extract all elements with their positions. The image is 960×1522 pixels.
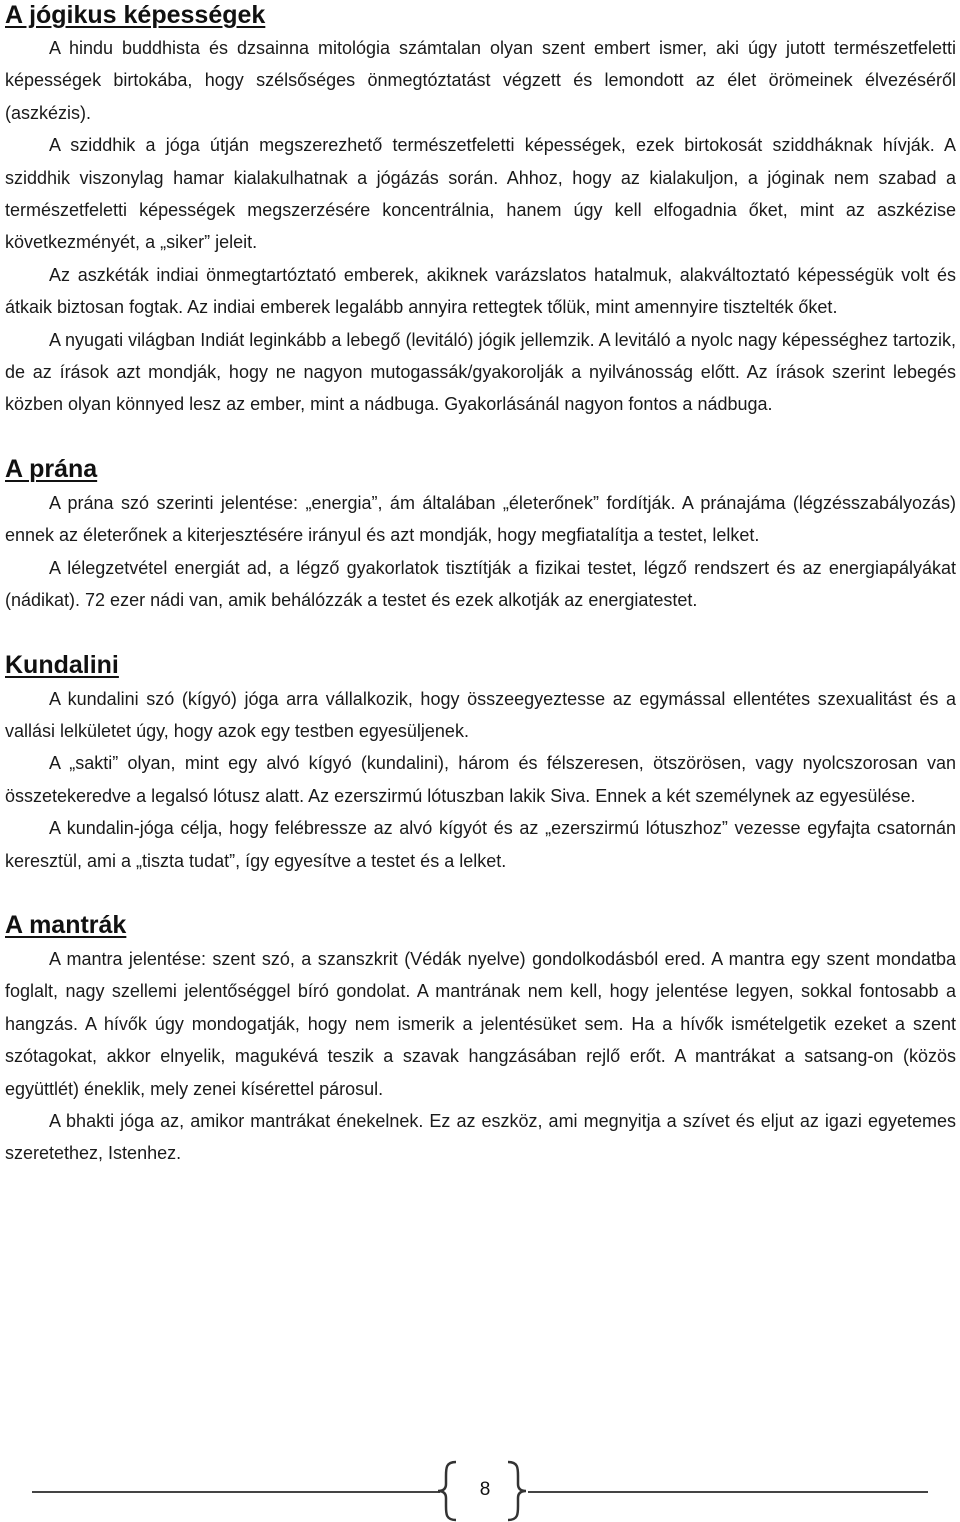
paragraph: A bhakti jóga az, amikor mantrákat énekelnek. Ez az eszköz, ami megnyitja a szívet és eljut az igazi egyetemes szeretethez, Istenhez. [5,1110,956,1164]
right-brace-icon [500,1460,530,1522]
paragraph: A „sakti” olyan, mint egy alvó kígyó (kundalini), három és félszeresen, ötszörösen, vagy nyolcszorosan van összetekeredve a legalsó lótusz alatt. Az ezerszirmú lótuszban lakik Siva. Ennek a két személynek az egyesülése. [5,753,956,806]
section-heading-jogikus: A jógikus képességek [5,1,266,29]
footer-rule-right [528,1491,928,1493]
page-footer [0,1460,960,1520]
paragraph: A kundalin-jóga célja, hogy felébressze az alvó kígyót és az „ezerszirmú lótuszhoz” vezesse egyfajta csatornán keresztül, ami a „tiszta tudat”, így egyesítve a testet és a lelket. [5,818,956,871]
section-heading-prana: A prána [5,454,98,483]
paragraph: Az aszkéták indiai önmegtartóztató emberek, akiknek varázslatos hatalmuk, alakváltoztató képességük volt és átkaik biztosan fogtak. Az indiai emberek legalább annyira rettegtek tőlük, mint amennyire tisztelték őket. [5,264,956,318]
paragraph: A nyugati világban Indiát leginkább a lebegő (levitáló) jógik jellemzik. A levitáló a nyolc nagy képességhez tartozik, de az írások azt mondják, hogy ne nagyon mutogassák/gyakorolják a nyilvánosság előtt. Az írások szerint lebegés közben olyan könnyed lesz az ember, mint a nádbuga. Gyakorlásánál nagyon fontos a nádbuga. [5,329,956,415]
paragraph: A lélegzetvétel energiát ad, a légző gyakorlatok tisztítják a fizikai testet, légző rendszert és az energiapályákat (nádikat). 72 ezer nádi van, amik behálózzák a testet és ezek alkotják az energiatestet. [5,557,956,611]
section-heading-mantrak: A mantrák [5,910,127,939]
paragraph: A prána szó szerinti jelentése: „energia”, ám általában „életerőnek” fordítják. A pránajáma (légzésszabályozás) ennek az életerőnek a kiterjesztésére irányul és azt mondják, hogy megfiatalítja a testet, lelket. [5,492,956,546]
footer-rule-left [32,1491,440,1493]
paragraph: A mantra jelentése: szent szó, a szanszkrit (Védák nyelve) gondolkodásból ered. A mantra egy szent mondatba foglalt, nagy szellemi jelentőséggel bíró gondolat. A mantrának nem kell, hogy jelentése legyen, sokkal fontosabb a hangzás. A hívők úgy mondogatják, hogy nem ismerik a jelentésüket sem. Ha a hívők ismételgetik ezeket a szent szótagokat, akkor elnyelik, magukévá teszik a szavak hangzásában rejlő erőt. A mantrákat a satsang-on (közös együttlét) éneklik, mely zenei kísérettel párosul. [5,948,956,1099]
paragraph: A hindu buddhista és dzsainna mitológia számtalan olyan szent embert ismer, aki úgy jutott természetfeletti képességek birtokába, hogy szélsőséges önmegtóztatást végzett és lemondott az élet örömeinek élvezéséről (aszkézis). [5,38,956,123]
paragraph: A kundalini szó (kígyó) jóga arra vállalkozik, hogy összeegyeztesse az egymással ellentétes szexualitást és a vallási lelkületet úgy, hogy azok egy testben egyesüljenek. [5,688,956,741]
document-body [5,0,956,1170]
left-brace-icon [434,1460,464,1522]
page-number: 8 [479,1479,491,1500]
section-heading-kundalini: Kundalini [5,650,119,679]
paragraph: A sziddhik a jóga útján megszerezhető természetfeletti képességek, ezek birtokosát sziddháknak hívják. A sziddhik viszonylag hamar kialakulhatnak a jógázás során. Ahhoz, hogy az kialakuljon, a jóginak nem szabad a természetfeletti képességek megszerzésére koncentrálnia, hanem úgy kell elfogadnia őket, mint az aszkézise következményét, a „siker” jeleit. [5,135,956,253]
